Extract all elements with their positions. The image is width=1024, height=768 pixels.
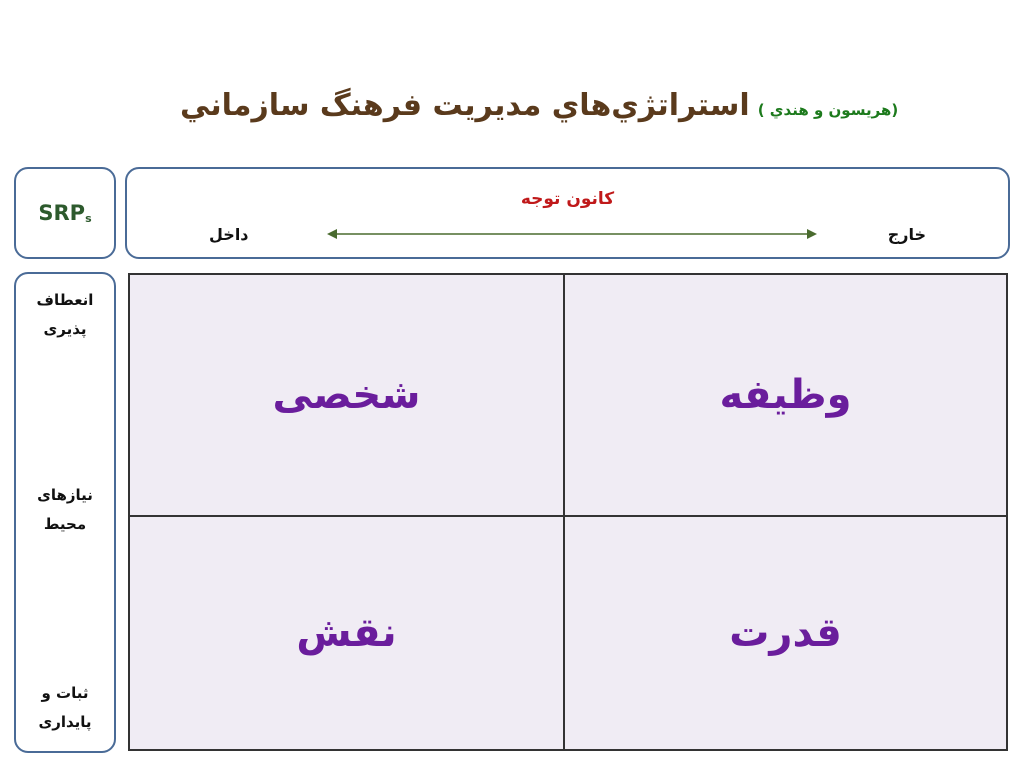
cell-personal <box>130 275 563 515</box>
page-title <box>180 88 925 138</box>
side-label-stability-line2: پایداری <box>38 713 92 731</box>
cell-role-label: نقش <box>296 610 397 656</box>
cell-task <box>565 275 1006 515</box>
srp-box <box>14 167 116 259</box>
cell-personal-label: شخصی <box>272 372 421 418</box>
double-arrow-icon <box>327 225 817 243</box>
side-label-environment-line1: نیازهای <box>37 486 93 504</box>
title-main: استراتژي‌هاي مديريت فرهنگ سازماني <box>180 88 750 123</box>
srp-label-main: SRP <box>38 201 86 225</box>
side-label-flexibility <box>16 286 114 344</box>
srp-label-sub: s <box>85 212 92 225</box>
side-label-stability-line1: ثبات و <box>41 684 89 702</box>
side-label-environment-line2: محیط <box>43 515 87 533</box>
focus-title: کانون توجه <box>520 189 615 209</box>
cell-power <box>565 517 1006 749</box>
focus-inside-label: داخل <box>209 225 249 244</box>
srp-label <box>38 201 91 225</box>
cell-role <box>130 517 563 749</box>
title-subtitle: (هريسون و هندي ) <box>757 101 899 119</box>
culture-matrix <box>128 273 1008 751</box>
side-label-stability <box>16 679 114 737</box>
side-label-flexibility-line1: انعطاف <box>36 291 94 309</box>
side-label-environment <box>16 481 114 539</box>
cell-task-label: وظیفه <box>719 372 852 418</box>
focus-axis-box <box>125 167 1010 259</box>
cell-power-label: قدرت <box>729 610 842 656</box>
side-axis-box <box>14 272 116 753</box>
focus-outside-label: خارج <box>887 225 926 244</box>
side-label-flexibility-line2: پذیری <box>43 320 87 338</box>
